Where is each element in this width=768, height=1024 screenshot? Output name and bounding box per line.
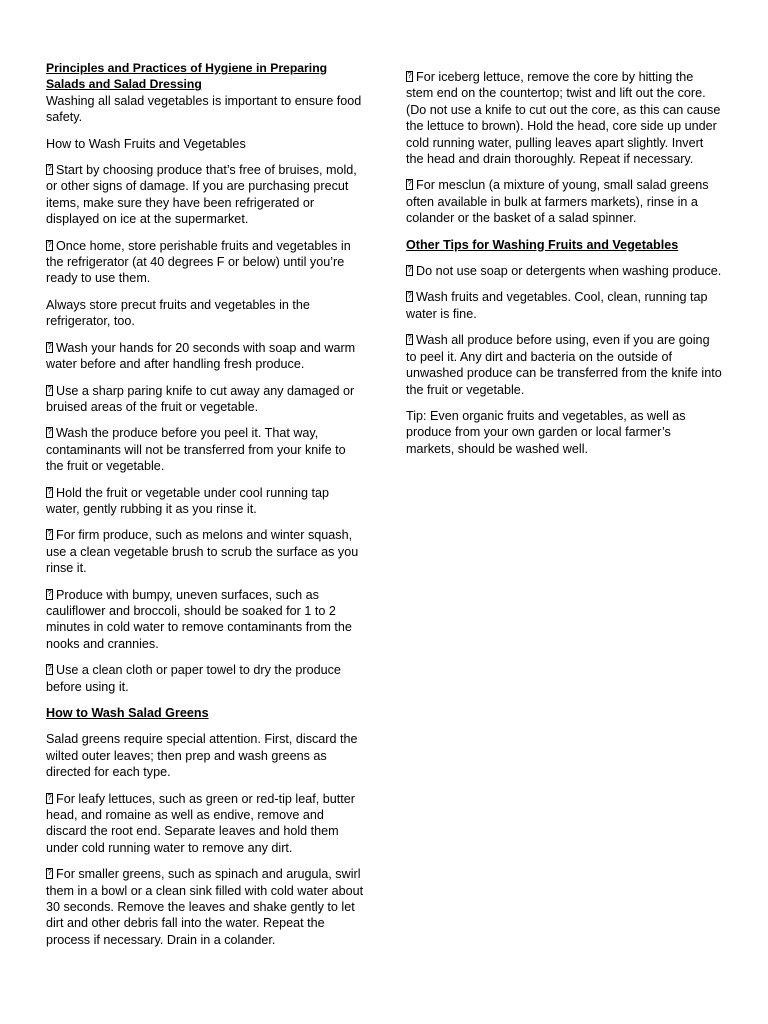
bullet-text: Use a sharp paring knife to cut away any damaged or bruised areas of the fruit or vegetable. — [46, 383, 355, 414]
bullet-text: For mesclun (a mixture of young, small salad greens often available in bulk at farmers markets), rinse in a colander or the basket of a salad spinner. — [406, 178, 709, 226]
bullet-item — [46, 340, 364, 373]
missing-glyph-icon — [46, 793, 53, 804]
section-heading-salad-greens: How to Wash Salad Greens — [46, 706, 209, 720]
bullet-text: For leafy lettuces, such as green or red-tip leaf, butter head, and romaine as well as endive, remove and discard the root end. Separate leaves and hold them under cold running water to remove any dirt. — [46, 791, 355, 855]
bullet-text: For iceberg lettuce, remove the core by hitting the stem end on the countertop; twist and lift out the core. (Do not use a knife to cut out the core, as this can cause the lettuce to brown). Hold the head, core side up under cold running water, pulling leaves apart slightly. Invert the head and drain thoroughly. Repeat if necessary. — [406, 70, 721, 167]
storage-note: Always store precut fruits and vegetables in the refrigerator, too. — [46, 297, 310, 329]
missing-glyph-icon — [46, 529, 53, 540]
bullet-text: Wash fruits and vegetables. Cool, clean, running tap water is fine. — [406, 290, 708, 321]
missing-glyph-icon — [406, 179, 413, 190]
bullet-item — [46, 238, 364, 287]
missing-glyph-icon — [406, 291, 413, 302]
bullet-item — [406, 289, 722, 322]
bullet-text: For firm produce, such as melons and winter squash, use a clean vegetable brush to scrub the surface as you rinse it. — [46, 528, 359, 576]
bullet-item — [406, 177, 722, 226]
tip-paragraph: Tip: Even organic fruits and vegetables, as well as produce from your own garden or local farmer’s markets, should be washed well. — [406, 408, 686, 456]
missing-glyph-icon — [46, 240, 53, 251]
bullet-item — [406, 332, 722, 398]
intro-paragraph: Washing all salad vegetables is important to ensure food safety. — [46, 93, 362, 125]
left-column — [46, 60, 364, 958]
bullet-text: Do not use soap or detergents when washing produce. — [416, 264, 722, 279]
bullet-item — [46, 485, 364, 518]
bullet-item — [46, 383, 364, 416]
missing-glyph-icon — [406, 265, 413, 276]
bullet-item — [46, 662, 364, 695]
bullet-text: Wash all produce before using, even if you are going to peel it. Any dirt and bacteria on the outside of unwashed produce can be transferred from the knife into the fruit or vegetable. — [406, 333, 722, 397]
missing-glyph-icon — [46, 868, 53, 879]
bullet-item — [46, 162, 364, 228]
bullet-text: Hold the fruit or vegetable under cool running tap water, gently rubbing it as you rinse it. — [46, 485, 330, 516]
bullet-text: Use a clean cloth or paper towel to dry the produce before using it. — [46, 663, 341, 694]
bullet-text: Produce with bumpy, uneven surfaces, such as cauliflower and broccoli, should be soaked for 1 to 2 minutes in cold water to remove contaminants from the nooks and crannies. — [46, 587, 352, 651]
missing-glyph-icon — [46, 342, 53, 353]
document-title: Principles and Practices of Hygiene in Preparing Salads and Salad Dressing — [46, 61, 328, 92]
bullet-item — [46, 425, 364, 474]
right-column — [406, 69, 722, 467]
section-heading-other-tips: Other Tips for Washing Fruits and Vegetables — [406, 237, 679, 252]
bullet-item — [46, 791, 364, 857]
section-heading-wash-fruits: How to Wash Fruits and Vegetables — [46, 136, 246, 151]
bullet-item — [46, 866, 364, 948]
missing-glyph-icon — [406, 334, 413, 345]
missing-glyph-icon — [46, 164, 53, 175]
bullet-item — [46, 527, 364, 576]
bullet-text: Once home, store perishable fruits and vegetables in the refrigerator (at 40 degrees F or below) until you’re ready to use them. — [46, 238, 351, 286]
missing-glyph-icon — [406, 71, 413, 82]
bullet-item — [406, 69, 722, 167]
bullet-text: Wash the produce before you peel it. That way, contaminants will not be transferred from your knife to the fruit or vegetable. — [46, 426, 346, 474]
bullet-text: Start by choosing produce that’s free of bruises, mold, or other signs of damage. If you are purchasing precut items, make sure they have been refrigerated or displayed on ice at the supermarket. — [46, 163, 357, 227]
bullet-text: Wash your hands for 20 seconds with soap and warm water before and after handling fresh produce. — [46, 340, 356, 372]
bullet-item — [406, 263, 722, 279]
missing-glyph-icon — [46, 664, 53, 675]
bullet-item — [46, 587, 364, 653]
missing-glyph-icon — [46, 487, 53, 498]
salad-greens-intro: Salad greens require special attention. First, discard the wilted outer leaves; then prep and wash greens as directed for each type. — [46, 732, 358, 780]
bullet-text: For smaller greens, such as spinach and arugula, swirl them in a bowl or a clean sink filled with cold water about 30 seconds. Remove the leaves and shake gently to let dirt and other debris fall into the water. Repeat the process if necessary. Drain in a colander. — [46, 867, 364, 947]
missing-glyph-icon — [46, 385, 53, 396]
missing-glyph-icon — [46, 589, 53, 600]
missing-glyph-icon — [46, 427, 53, 438]
